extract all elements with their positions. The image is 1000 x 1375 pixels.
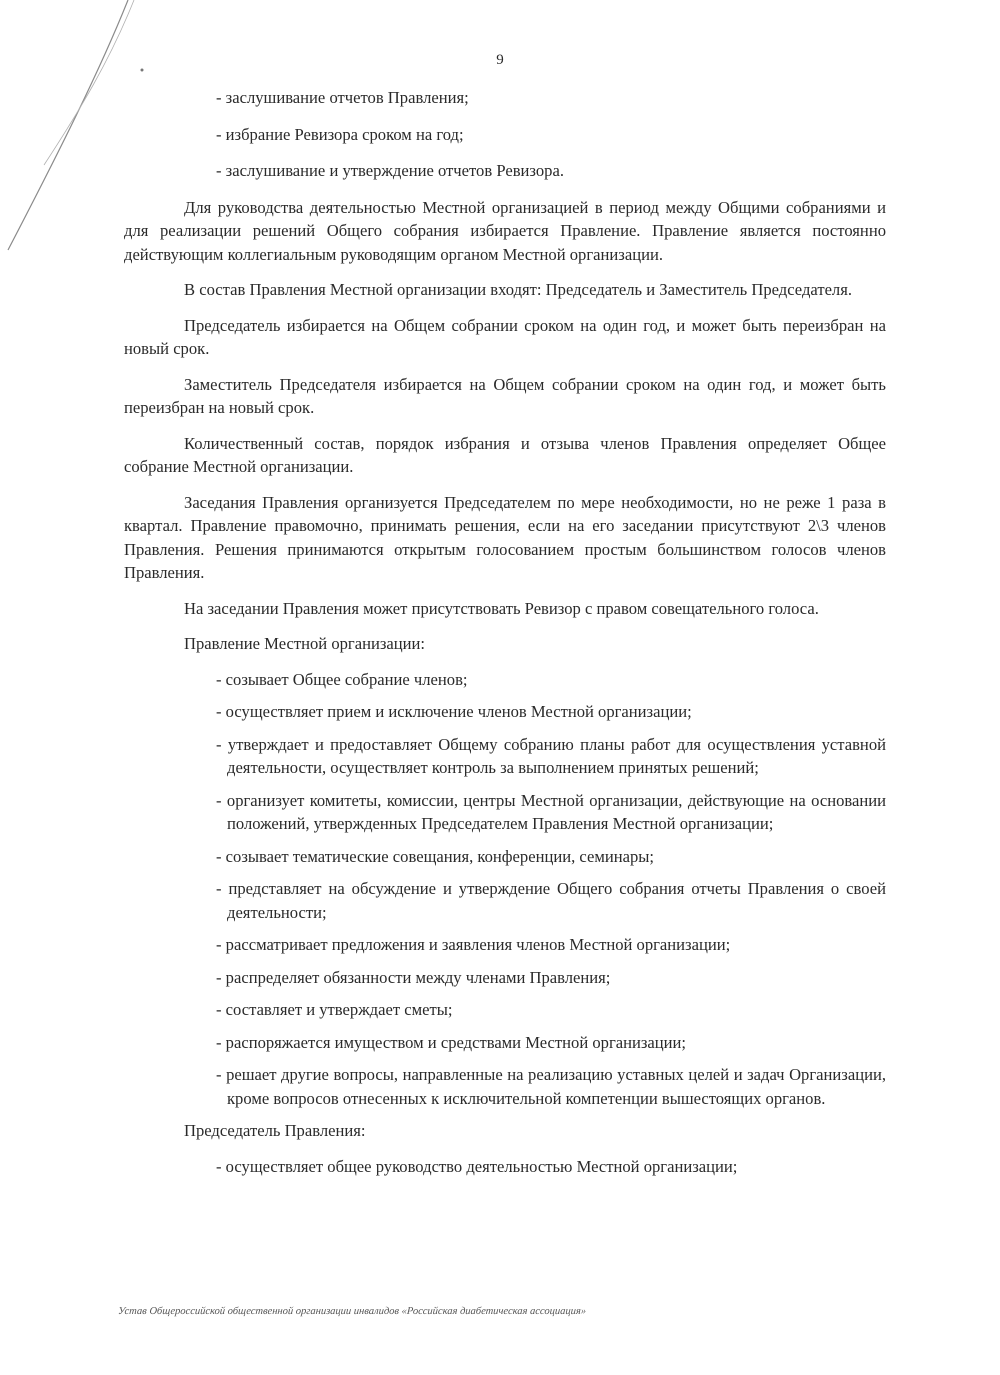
list-item: - созывает тематические совещания, конференции, семинары;	[216, 846, 655, 866]
list-item: - представляет на обсуждение и утверждение Общего собрания отчеты Правления о своей деятельности;	[216, 879, 886, 922]
paragraph: Для руководства деятельностью Местной организацией в период между Общими собраниями и для реализации решений Общего собрания избирается Правление. Правление является постоянно действующим коллегиальным руководящим органом Местной организации.	[124, 197, 886, 264]
list-item: - осуществляет прием и исключение членов Местной организации;	[216, 702, 692, 721]
page-number: 9	[496, 52, 504, 68]
list-item: - утверждает и предоставляет Общему собранию планы работ для осуществления уставной деятельности, осуществляет контроль за выполнением принятых решений;	[216, 734, 886, 777]
paragraph: На заседании Правления может присутствовать Ревизор с правом совещательного голоса.	[184, 598, 819, 618]
page-footer: Устав Общероссийской общественной организации инвалидов «Российская диабетическая ассоциация»	[117, 1306, 587, 1317]
list-item: - распоряжается имуществом и средствами Местной организации;	[216, 1032, 687, 1052]
list-item: - рассматривает предложения и заявления членов Местной организации;	[216, 935, 731, 954]
list-item: - созывает Общее собрание членов;	[216, 669, 468, 689]
list-item: - организует комитеты, комиссии, центры Местной организации, действующие на основании положений, утвержденных Председателем Правления Местной организации;	[216, 790, 886, 833]
section-heading: Председатель Правления:	[184, 1121, 366, 1140]
document-body	[124, 86, 886, 1187]
list-item: - решает другие вопросы, направленные на реализацию уставных целей и задач Организации, кроме вопросов отнесенных к исключительной компетенции вышестоящих органов.	[216, 1065, 886, 1108]
section-heading: Правление Местной организации:	[184, 634, 426, 653]
paragraph: Заместитель Председателя избирается на Общем собрании сроком на один год, и может быть переизбран на новый срок.	[124, 374, 886, 417]
paragraph: Председатель избирается на Общем собрании сроком на один год, и может быть переизбран на новый срок.	[124, 315, 886, 358]
list-item: - избрание Ревизора сроком на год;	[216, 124, 464, 144]
list-item: - заслушивание и утверждение отчетов Ревизора.	[216, 161, 564, 180]
list-item: - составляет и утверждает сметы;	[216, 1000, 453, 1019]
paragraph: Заседания Правления организуется Председателем по мере необходимости, но не реже 1 раза в квартал. Правление правомочно, принимать решения, если на его заседании присутствуют 2\3 членов Правления. Решения принимаются открытым голосованием простым большинством голосов членов Правления.	[124, 492, 886, 582]
paragraph: Количественный состав, порядок избрания и отзыва членов Правления определяет Общее собрание Местной организации.	[124, 433, 886, 476]
paragraph: В состав Правления Местной организации входят: Председатель и Заместитель Председателя.	[184, 280, 852, 299]
list-item: - осуществляет общее руководство деятельностью Местной организации;	[216, 1156, 738, 1176]
list-item: - распределяет обязанности между членами Правления;	[216, 967, 611, 987]
list-item: - заслушивание отчетов Правления;	[216, 88, 469, 107]
